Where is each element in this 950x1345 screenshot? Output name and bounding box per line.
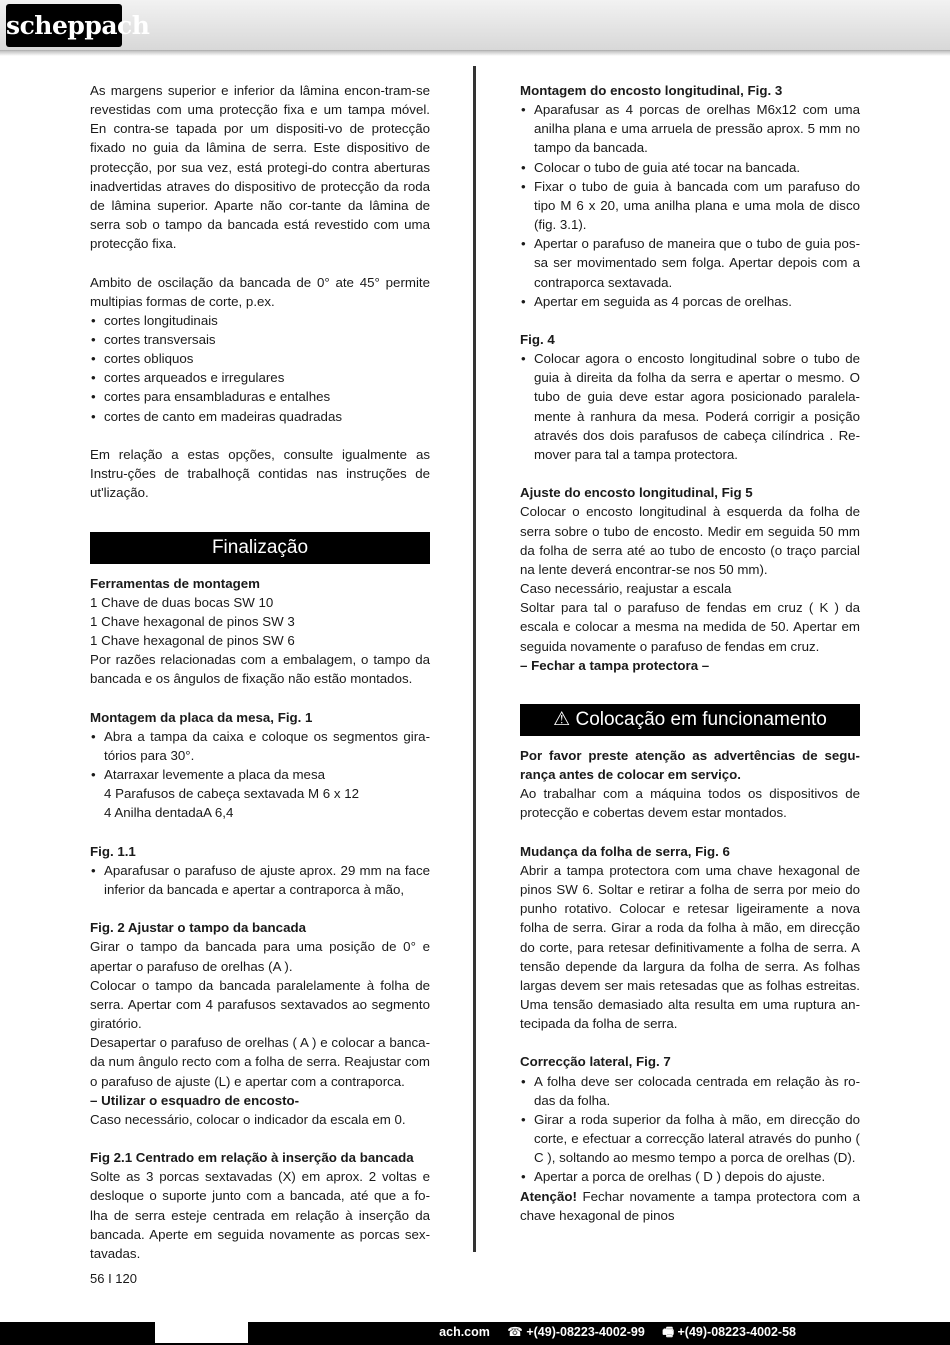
page-header <box>0 0 950 51</box>
page-footer <box>0 1322 950 1345</box>
fig7-list <box>520 1072 860 1187</box>
header-shadow <box>0 50 950 56</box>
banner-title: Colocação em funcionamento <box>575 708 827 730</box>
placa-list <box>90 727 430 784</box>
page-number: 56 I 120 <box>90 1271 137 1286</box>
list-item: • cortes de canto em madeiras quadradas <box>90 407 430 426</box>
fig5-paragraph: Caso necessário, reajustar a escala <box>520 581 732 597</box>
fig5-bold-line: – Fechar a tampa protectora – <box>520 657 710 673</box>
placa-sub-line: 4 Anilha dentadaA 6,4 <box>104 805 234 821</box>
relacao-paragraph: Em relação a estas opções, consulte igualmente as Instru-ções de trabalhoçã contidas nas instruções de ut'lização. <box>90 446 430 501</box>
list-item: • Colocar agora o encosto longitudinal sobre o tubo de guia à direita da folha da serra e apertar o mesmo. O tubo de guia deve estar agora posicionado paralela-mente à ranhura da mesa. Poderá corrigir a posição através dos dois parafusos de cabeça cilíndrica . Re-mover para tal a tampa protectora. <box>520 349 860 464</box>
footer-fax: +(49)-08223-4002-58 <box>677 1325 796 1339</box>
ferramentas-heading: Ferramentas de montagem <box>90 575 260 591</box>
list-item: • A folha deve ser colocada centrada em relação às ro-das da folha. <box>520 1072 860 1110</box>
list-item: • cortes para ensambladuras e entalhes <box>90 387 430 406</box>
fig2-bold-line: – Utilizar o esquadro de encosto- <box>90 1092 300 1108</box>
phone-icon: ☎ <box>507 1325 523 1339</box>
list-item: • Abra a tampa da caixa e coloque os segmentos gira-tórios para 30°. <box>90 727 430 765</box>
fig2-paragraph: Girar o tampo da bancada para uma posição de 0° e apertar o parafuso de orelhas (A ). <box>90 939 430 974</box>
fig21-heading: Fig 2.1 Centrado em relação à inserção da bancada <box>90 1150 414 1166</box>
list-item: • Aparafusar as 4 porcas de orelhas M6x12 com uma anilha plana e uma arruela de pressão aprox. 5 mm no tampo da bancada. <box>520 100 860 157</box>
fax-icon: 🖷 <box>662 1325 675 1339</box>
fig11-list <box>90 861 430 899</box>
tool-line: 1 Chave hexagonal de pinos SW 6 <box>90 633 295 649</box>
atencao-label: Atenção! <box>520 1188 577 1204</box>
cuts-list <box>90 311 430 426</box>
fig2-heading: Fig. 2 Ajustar o tampo da bancada <box>90 920 306 936</box>
fig2-paragraph: Colocar o tampo da bancada paralelamente à folha de serra. Apertar com 4 parafusos sextavados ao segmento giratório. <box>90 977 430 1032</box>
warning-paragraph: Ao trabalhar com a máquina todos os dispositivos de protecção e cobertas devem estar montados. <box>520 786 860 821</box>
razoes-paragraph: Por razões relacionadas com a embalagem, o tampo da bancada e os ângulos de fixação não estão montados. <box>90 652 430 687</box>
fig11-heading: Fig. 1.1 <box>90 843 136 859</box>
ambito-paragraph: Ambito de oscilação da bancada de 0° ate 45° permite multipias formas de corte, p.ex. <box>90 274 430 309</box>
fig5-heading: Ajuste do encosto longitudinal, Fig 5 <box>520 485 753 501</box>
placa-heading: Montagem da placa da mesa, Fig. 1 <box>90 709 313 725</box>
list-item: • cortes transversais <box>90 330 430 349</box>
column-divider <box>473 66 476 1252</box>
list-item: • Colocar o tubo de guia até tocar na bancada. <box>520 158 860 177</box>
footer-site[interactable]: ach.com <box>439 1325 490 1339</box>
left-column <box>90 81 430 1263</box>
list-item: • Fixar o tubo de guia à bancada com um parafuso do tipo M 6 x 20, uma anilha plana e uma mola de disco (fig. 3.1). <box>520 177 860 234</box>
fig2-paragraph: Caso necessário, colocar o indicador da escala em 0. <box>90 1111 406 1127</box>
colocacao-banner <box>520 704 860 736</box>
intro-paragraph: As margens superior e inferior da lâmina encon-tram-se revestidas com uma protecção fixa e um tampa móvel. En contra-se tapada por um dispositi-vo de protecção fixado no guia da lâmina de serra. Este dispositivo de protecção, por sua vez, está protegi-do contra aberturas inadvertidas atraves do dispositivo de protecção da roda de lâmina superior. Aparte não cor-tante da lâmina de serra sob o tampo da bancada está revestido com uma protecção fixa. <box>90 83 430 252</box>
list-item: • Aparafusar o parafuso de ajuste aprox. 29 mm na face inferior da bancada e apertar a contraporca à mão, <box>90 861 430 899</box>
list-item: • cortes obliquos <box>90 349 430 368</box>
warning-icon: ⚠ <box>553 708 571 730</box>
footer-phone: +(49)-08223-4002-99 <box>526 1325 645 1339</box>
atencao-paragraph <box>520 1187 860 1225</box>
banner-title: Finalização <box>211 536 309 558</box>
warning-heading: Por favor preste atenção as advertências de segu-rança antes de colocar em serviço. <box>520 747 860 783</box>
list-item: • Girar a roda superior da folha à mão, em direcção do corte, e efectuar a correcção lateral através do punho ( C ), soltando ao mesmo tempo a porca de orelhas (D). <box>520 1110 860 1167</box>
fig5-paragraph: Colocar o encosto longitudinal à esquerda da folha de serra sobre o tubo de encosto. Medir em seguida 50 mm da folha de serra até ao tubo de encosto (o traço parcial na lente deverá encontrar-se nos 50 mm). <box>520 504 860 577</box>
list-item: • Apertar em seguida as 4 porcas de orelhas. <box>520 292 860 311</box>
right-column <box>520 81 860 1225</box>
list-item: • cortes arqueados e irregulares <box>90 368 430 387</box>
footer-contact <box>439 1322 796 1343</box>
brand-logo: scheppach <box>6 4 122 47</box>
fig5-paragraph: Soltar para tal o parafuso de fendas em cruz ( K ) da escala e colocar a mesma na medida de 50. Apertar em seguida novamente o parafuso de fendas em cruz. <box>520 600 860 654</box>
fig21-paragraph: Solte as 3 porcas sextavadas (X) em aprox. 2 voltas e desloque o suporte junto com a bancada, até que a fo-lha de serra esteje centrada em relação à inserção da bancada. Aperte em seguida novamente as porcas sex-tavadas. <box>90 1169 430 1261</box>
list-item: • Apertar o parafuso de maneira que o tubo de guia pos-sa ser movimentado sem folga. Apertar depois com a contraporca sextavada. <box>520 234 860 291</box>
list-item: • Atarraxar levemente a placa da mesa <box>90 765 430 784</box>
fig3-list <box>520 100 860 311</box>
fig4-heading: Fig. 4 <box>520 332 555 348</box>
fig4-list <box>520 349 860 464</box>
fig7-heading: Correcção lateral, Fig. 7 <box>520 1054 671 1070</box>
fig6-heading: Mudança da folha de serra, Fig. 6 <box>520 843 730 859</box>
fig6-paragraph: Abrir a tampa protectora com uma chave hexagonal de pinos SW 6. Soltar e retirar a folha de serra por meio do punho rotativo. Colocar e retesar ligeiramente a nova folha de serra. Girar a roda da folha à mão, em direcção do corte, para retesar definitivamente a folha de serra. A tensão depende da largura da folha de serra. As folhas largas devem ser mais retesadas que as folhas estreitas. Uma tensão demasiado alta resulta em uma ruptura an-tecipada da folha de serra. <box>520 862 860 1032</box>
fig3-heading: Montagem do encosto longitudinal, Fig. 3 <box>520 83 783 98</box>
tool-line: 1 Chave hexagonal de pinos SW 3 <box>90 613 295 629</box>
list-item: • cortes longitudinais <box>90 311 430 330</box>
fig2-paragraph: Desapertar o parafuso de orelhas ( A ) e colocar a banca-da num ângulo recto com a folha de serra. Reajustar com o parafuso de ajuste (L) e apertar com a contraporca. <box>90 1035 430 1089</box>
tool-line: 1 Chave de duas bocas SW 10 <box>90 594 274 610</box>
placa-sub-line: 4 Parafusos de cabeça sextavada M 6 x 12 <box>104 786 360 802</box>
footer-white-block <box>155 1322 248 1343</box>
list-item: • Apertar a porca de orelhas ( D ) depois do ajuste. <box>520 1167 860 1186</box>
finalizacao-banner <box>90 532 430 564</box>
atencao-text: Fechar novamente a tampa protectora com a chave hexagonal de pinos <box>520 1188 860 1223</box>
